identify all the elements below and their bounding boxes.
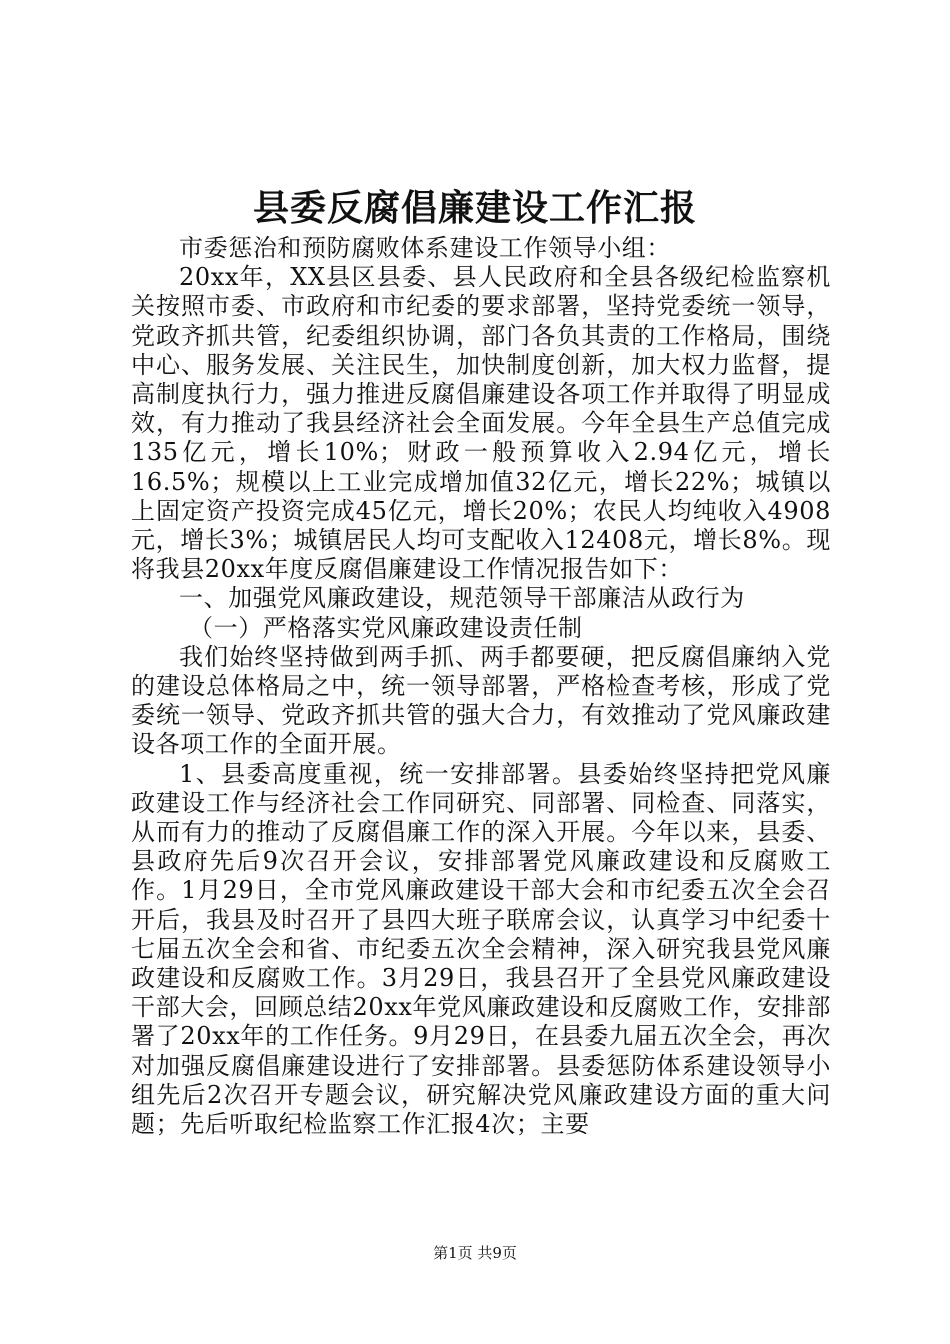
paragraph-item-1: 1、县委高度重视，统一安排部署。县委始终坚持把党风廉政建设工作与经济社会工作同研究、同部署、同检查、同落实，从而有力的推动了反腐倡廉工作的深入开展。今年以来，县委、县政府先后9次召开会议，安排部署党风廉政建设和反腐败工作。1月29日，全市党风廉政建设干部大会和市纪委五次全会召开后，我县及时召开了县四大班子联席会议，认真学习中纪委十七届五次全会和省、市纪委五次全会精神，深入研究我县党风廉政建设和反腐败工作。3月29日，我县召开了全县党风廉政建设干部大会，回顾总结20xx年党风廉政建设和反腐败工作，安排部署了20xx年的工作任务。9月29日，在县委九届五次全会，再次对加强反腐倡廉建设进行了安排部署。县委惩防体系建设领导小组先后2次召开专题会议，研究解决党风廉政建设方面的重大问题；先后听取纪检监察工作汇报4次；主要 xyxy=(131,759,831,1139)
section-heading: 一、加强党风廉政建设，规范领导干部廉洁从政行为 xyxy=(179,584,745,613)
paragraph-body: 我们始终坚持做到两手抓、两手都要硬，把反腐倡廉纳入党的建设总体格局之中，统一领导部署，严格检查考核，形成了党委统一领导、党政齐抓共管的强大合力，有效推动了党风廉政建设各项工作的全面开展。 xyxy=(131,642,831,759)
paragraph-intro: 20xx年，XX县区县委、县人民政府和全县各级纪检监察机关按照市委、市政府和市纪委的要求部署，坚持党委统一领导，党政齐抓共管，纪委组织协调，部门各负其责的工作格局，围绕中心、服务发展、关注民生，加快制度创新，加大权力监督，提高制度执行力，强力推进反腐倡廉建设各项工作并取得了明显成效，有力推动了我县经济社会全面发展。今年全县生产总值完成135亿元，增长10%；财政一般预算收入2.94亿元，增长16.5%；规模以上工业完成增加值32亿元，增长22%；城镇以上固定资产投资完成45亿元，增长20%；农民人均纯收入4908元，增长3%；城镇居民人均可支配收入12408元，增长8%。现将我县20xx年度反腐倡廉建设工作情况报告如下： xyxy=(131,263,831,584)
salutation: 市委惩治和预防腐败体系建设工作领导小组： xyxy=(179,234,671,262)
subsection-heading: （一）严格落实党风廉政建设责任制 xyxy=(189,613,583,642)
page-footer: 第1页 共9页 xyxy=(433,1244,517,1262)
document-title: 县委反腐倡廉建设工作汇报 xyxy=(252,187,697,229)
document-body xyxy=(131,234,831,1139)
